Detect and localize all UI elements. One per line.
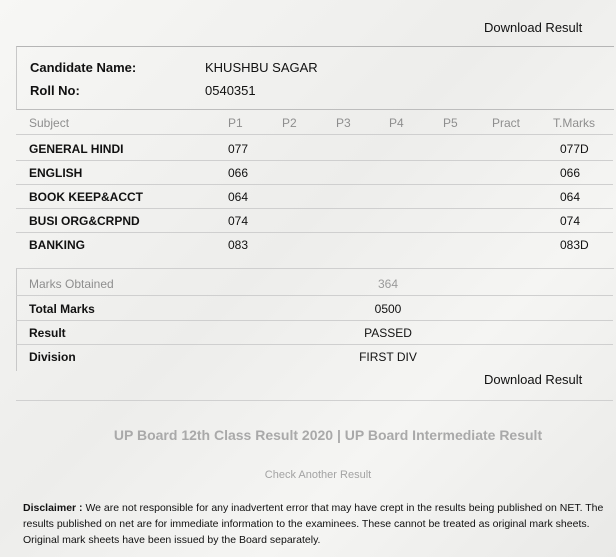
table-row xyxy=(0,214,616,234)
marks-obtained-value: 364 xyxy=(377,277,399,291)
table-row xyxy=(0,190,616,210)
divider xyxy=(16,344,613,345)
download-result-link-bottom[interactable]: Download Result xyxy=(484,372,583,387)
subject-name: GENERAL HINDI xyxy=(29,142,124,156)
subject-total: 066 xyxy=(560,166,581,180)
candidate-info xyxy=(16,46,614,110)
divider xyxy=(16,160,613,161)
check-another-result-link[interactable]: Check Another Result xyxy=(264,469,372,481)
table-row xyxy=(0,142,616,162)
header-pract: Pract xyxy=(492,116,521,130)
header-p2: P2 xyxy=(282,116,297,130)
table-row xyxy=(0,166,616,186)
result-value: PASSED xyxy=(364,326,412,340)
subject-name: ENGLISH xyxy=(29,166,83,180)
header-p1: P1 xyxy=(228,116,243,130)
disclaimer xyxy=(23,500,613,548)
subject-total: 077D xyxy=(560,142,589,156)
subject-total: 064 xyxy=(560,190,581,204)
divider xyxy=(16,184,613,185)
subject-p1: 083 xyxy=(228,238,249,252)
marks-table-header xyxy=(0,116,616,134)
subject-name: BOOK KEEP&ACCT xyxy=(29,190,144,204)
subject-p1: 074 xyxy=(228,214,249,228)
subject-name: BUSI ORG&CRPND xyxy=(29,214,140,228)
result-label: Result xyxy=(29,326,66,340)
subject-p1: 066 xyxy=(228,166,249,180)
divider xyxy=(16,134,613,135)
subject-p1: 064 xyxy=(228,190,249,204)
roll-no-value: 0540351 xyxy=(205,83,256,98)
header-p4: P4 xyxy=(389,116,404,130)
divider xyxy=(16,208,613,209)
disclaimer-label: Disclaimer : xyxy=(23,502,83,514)
roll-no-label: Roll No: xyxy=(30,83,80,98)
marks-obtained-label: Marks Obtained xyxy=(29,277,114,291)
subject-p1: 077 xyxy=(228,142,249,156)
disclaimer-text: We are not responsible for any inadvertent error that may have crept in the results being published on NET. The results published on net are for immediate information to the examinees. These cannot be treated as original mark sheets. Original mark sheets have been issued by the Board separately. xyxy=(23,502,604,546)
subject-total: 083D xyxy=(560,238,589,252)
total-marks-value: 0500 xyxy=(374,302,402,316)
candidate-name-value: KHUSHBU SAGAR xyxy=(205,60,318,75)
header-p3: P3 xyxy=(336,116,351,130)
total-marks-label: Total Marks xyxy=(29,302,95,316)
header-tmarks: T.Marks xyxy=(553,116,595,130)
division-label: Division xyxy=(29,350,76,364)
divider xyxy=(16,295,613,296)
divider xyxy=(16,320,613,321)
page-title: UP Board 12th Class Result 2020 | UP Board Intermediate Result xyxy=(113,427,543,443)
candidate-name-label: Candidate Name: xyxy=(30,60,137,75)
subject-name: BANKING xyxy=(29,238,85,252)
divider xyxy=(16,232,613,233)
divider xyxy=(16,400,613,401)
header-subject: Subject xyxy=(29,116,70,130)
subject-total: 074 xyxy=(560,214,581,228)
table-row xyxy=(0,238,616,258)
header-p5: P5 xyxy=(443,116,458,130)
download-result-link[interactable]: Download Result xyxy=(484,20,583,35)
division-value: FIRST DIV xyxy=(359,350,417,364)
